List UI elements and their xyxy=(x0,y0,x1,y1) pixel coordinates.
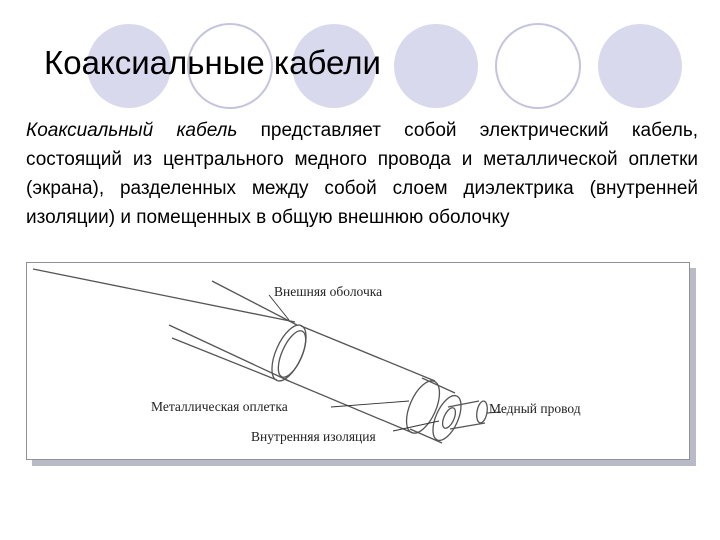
jacket-end xyxy=(265,320,313,385)
label-inner-insulation: Внутренняя изоляция xyxy=(251,429,376,444)
braid-edge-top xyxy=(301,326,435,381)
label-metal-braid: Металлическая оплетка xyxy=(151,399,288,414)
leader-inner-insulation xyxy=(393,421,439,431)
slide-title: Коаксиальные кабели xyxy=(44,44,381,81)
insulation-edge-top xyxy=(422,378,455,393)
wire-edge-top xyxy=(448,401,479,407)
jacket-edge-inner-bottom xyxy=(172,338,277,380)
slide-body-text xyxy=(26,116,698,232)
coax-cable-figure xyxy=(26,262,690,460)
coax-cable-diagram xyxy=(27,263,691,461)
decor-circle-4 xyxy=(394,24,478,108)
body-lead-term: Коаксиальный кабель xyxy=(26,120,238,141)
jacket-edge-bottom xyxy=(169,325,289,381)
body-description: представляет собой электрический кабель, состоящий из центрального медного провода и металлической оплетки (экрана), разделенных между собой слоем диэлектрика (внутренней изоляции) и помещенных в общую внешнюю оболочку xyxy=(26,120,698,228)
insulation-edge-bottom xyxy=(410,429,442,443)
insulation-end xyxy=(427,392,467,445)
wire-end xyxy=(475,400,489,423)
jacket-edge-top xyxy=(33,269,295,322)
decor-circle-6 xyxy=(598,24,682,108)
label-copper-wire: Медный провод xyxy=(489,401,581,416)
label-outer-jacket: Внешняя оболочка xyxy=(274,284,383,299)
jacket-end-inner xyxy=(273,327,312,381)
decor-circle-5 xyxy=(496,24,580,108)
